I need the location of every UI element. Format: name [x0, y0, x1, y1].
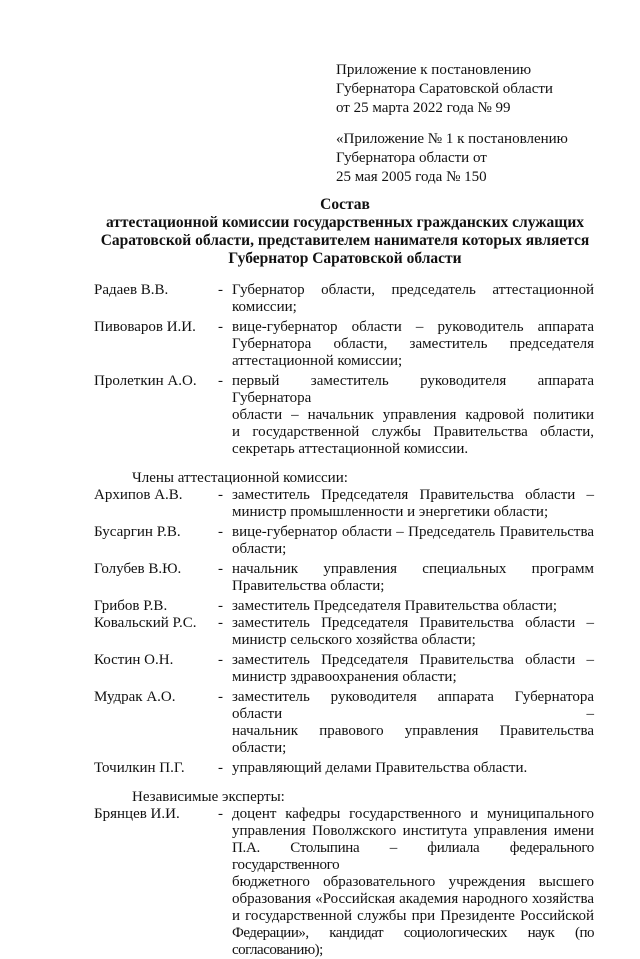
role-line: управления Поволжского института управления имени	[232, 823, 594, 839]
commission-list	[94, 282, 594, 959]
appendix-line: «Приложение № 1 к постановлению	[336, 131, 568, 147]
member-name: Мудрак А.О.	[94, 689, 176, 705]
dash-separator: -	[218, 561, 223, 577]
role-line: П.А. Столыпина – филиала федерального государственного	[232, 840, 594, 873]
list-item	[94, 760, 594, 777]
role-line: управляющий делами Правительства области.	[232, 760, 528, 776]
title-line: аттестационной комиссии государственных гражданских служащих	[105, 214, 585, 231]
list-item	[94, 487, 594, 521]
list-item	[94, 282, 594, 316]
dash-separator: -	[218, 689, 223, 705]
member-name: Грибов Р.В.	[94, 598, 168, 614]
role-line: начальник правового управления Правительства области;	[232, 723, 594, 756]
role-line: заместитель Председателя Правительства области –	[232, 487, 594, 503]
role-line: образования «Российская академия народного хозяйства	[232, 891, 594, 907]
member-name: Пролеткин А.О.	[94, 373, 197, 389]
dash-separator: -	[218, 373, 223, 389]
member-role	[232, 319, 594, 370]
appendix-line: Губернатора области от	[336, 150, 487, 166]
role-line: Федерации», кандидат социологических наук (по согласованию);	[232, 925, 594, 958]
role-line: доцент кафедры государственного и муниципального	[232, 806, 594, 822]
title-line: Губернатор Саратовской области	[228, 250, 462, 267]
dash-separator: -	[218, 282, 223, 298]
list-item	[94, 689, 594, 757]
role-line: вице-губернатор области – руководитель аппарата	[232, 319, 594, 335]
member-role	[232, 487, 594, 521]
role-line: области – начальник управления кадровой политики	[232, 407, 594, 423]
dash-separator: -	[218, 487, 223, 503]
role-line: бюджетного образовательного учреждения высшего	[232, 874, 594, 890]
role-line: Губернатор области, председатель аттестационной	[232, 282, 594, 298]
list-item	[94, 598, 594, 615]
role-line: заместитель Председателя Правительства области –	[232, 652, 594, 668]
role-line: заместитель Председателя Правительства области –	[232, 615, 594, 631]
member-name: Брянцев И.И.	[94, 806, 180, 822]
member-role	[232, 373, 594, 458]
list-item	[94, 319, 594, 370]
member-name: Пивоваров И.И.	[94, 319, 196, 335]
list-item	[94, 561, 594, 595]
appendix-reference-original	[336, 130, 568, 187]
member-name: Костин О.Н.	[94, 652, 174, 668]
role-line: аттестационной комиссии;	[232, 353, 403, 369]
title-line: Саратовской области, представителем нанимателя которых является	[100, 232, 590, 249]
title-heading: Состав	[320, 196, 370, 213]
dash-separator: -	[218, 806, 223, 822]
experts-heading: Независимые эксперты:	[132, 789, 285, 805]
appendix-reference-current	[336, 61, 553, 118]
role-line: заместитель Председателя Правительства области;	[232, 598, 558, 614]
list-item	[94, 652, 594, 686]
member-role	[232, 598, 594, 615]
role-line: Губернатора области, заместитель председателя	[232, 336, 594, 352]
member-name: Голубев В.Ю.	[94, 561, 182, 577]
dash-separator: -	[218, 598, 223, 614]
role-line: области;	[232, 541, 287, 557]
role-line: первый заместитель руководителя аппарата Губернатора	[232, 373, 594, 406]
member-name: Точилкин П.Г.	[94, 760, 185, 776]
list-item	[94, 524, 594, 558]
role-line: и государственной службы Правительства области,	[232, 424, 594, 440]
member-role	[232, 806, 594, 959]
document-title	[60, 196, 630, 268]
dash-separator: -	[218, 760, 223, 776]
appendix-line: от 25 марта 2022 года № 99	[336, 100, 511, 116]
role-line: начальник управления специальных программ	[232, 561, 594, 577]
appendix-line: 25 мая 2005 года № 150	[336, 169, 487, 185]
list-item	[94, 806, 594, 959]
member-name: Ковальский Р.С.	[94, 615, 197, 631]
appendix-line: Губернатора Саратовской области	[336, 81, 553, 97]
role-line: министр здравоохранения области;	[232, 669, 457, 685]
members-heading: Члены аттестационной комиссии:	[132, 470, 348, 486]
member-role	[232, 561, 594, 595]
member-role	[232, 524, 594, 558]
dash-separator: -	[218, 319, 223, 335]
member-name: Бусаргин Р.В.	[94, 524, 181, 540]
member-name: Радаев В.В.	[94, 282, 169, 298]
member-role	[232, 760, 594, 777]
member-role	[232, 652, 594, 686]
role-line: заместитель руководителя аппарата Губернатора области –	[232, 689, 594, 722]
role-line: секретарь аттестационной комиссии.	[232, 441, 469, 457]
role-line: министр промышленности и энергетики области;	[232, 504, 549, 520]
member-role	[232, 689, 594, 757]
role-line: вице-губернатор области – Председатель Правительства	[232, 524, 594, 540]
dash-separator: -	[218, 524, 223, 540]
role-line: Правительства области;	[232, 578, 385, 594]
dash-separator: -	[218, 652, 223, 668]
list-item	[94, 615, 594, 649]
list-item	[94, 373, 594, 458]
role-line: министр сельского хозяйства области;	[232, 632, 476, 648]
member-name: Архипов А.В.	[94, 487, 183, 503]
role-line: и государственной службы при Президенте Российской	[232, 908, 594, 924]
role-line: комиссии;	[232, 299, 297, 315]
appendix-line: Приложение к постановлению	[336, 62, 532, 78]
member-role	[232, 282, 594, 316]
member-role	[232, 615, 594, 649]
dash-separator: -	[218, 615, 223, 631]
